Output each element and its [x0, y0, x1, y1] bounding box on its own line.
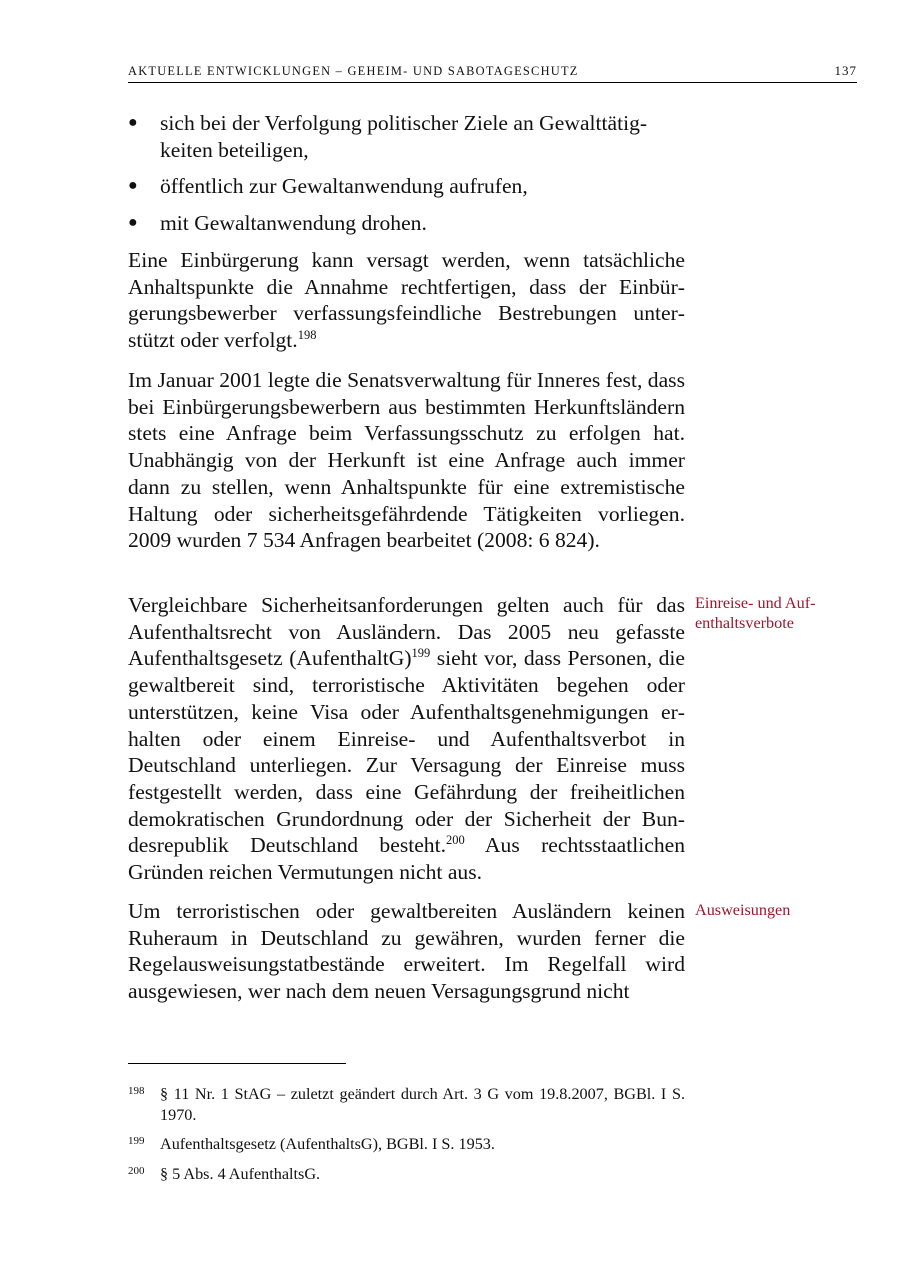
footnote-divider — [128, 1063, 346, 1064]
footnote-200 — [128, 1164, 685, 1185]
list-item-text: öffentlich zur Gewaltanwendung aufrufen, — [160, 174, 528, 199]
bullet-icon: ● — [128, 177, 138, 195]
list-item — [128, 110, 685, 163]
list-item — [128, 210, 685, 237]
paragraph-text: Um terroristischen oder gewaltbereiten Ausländern keinen Ruheraum in Deutschland zu gewähren, wurden ferner die Regelausweisungstatbestände erweitert. Im Regelfall wird ausgewiesen, wer nach dem neuen Versagungsgrund nicht — [128, 899, 685, 1004]
margin-note-ausweisungen: Ausweisungen — [695, 901, 791, 919]
footnote-198 — [128, 1084, 685, 1125]
footnote-text: Aufenthaltsgesetz (AufenthaltsG), BGBl. I S. 1953. — [160, 1135, 495, 1153]
paragraph-aufenthaltsrecht — [128, 592, 685, 886]
footnote-text: § 11 Nr. 1 StAG – zuletzt geändert durch Art. 3 G vom 19.8.2007, BGBl. I S. 1970. — [160, 1085, 685, 1124]
footnote-199 — [128, 1134, 685, 1155]
list-item — [128, 173, 685, 200]
paragraph-text: Eine Einbürgerung kann versagt werden, wenn tatsächliche Anhaltspunkte die Annahme rechtfertigen, dass der Einbürgerungsbewerber verfassungsfeindliche Bestrebungen unterstützt oder verfolgt. — [128, 248, 685, 353]
paragraph-einbuergerung — [128, 247, 685, 354]
page-number: 137 — [834, 63, 857, 78]
header-title: AKTUELLE ENTWICKLUNGEN – GEHEIM- UND SABOTAGESCHUTZ — [128, 64, 579, 78]
footnote-ref-200[interactable]: 200 — [446, 833, 465, 848]
footnote-ref-199[interactable]: 199 — [411, 646, 431, 661]
paragraph-text: Aus rechtsstaatlichen Gründen reichen Vermutungen nicht aus. — [128, 833, 685, 885]
bullet-icon: ● — [128, 214, 138, 232]
margin-note-einreise: Einreise- und Aufenthaltsverbote — [695, 594, 816, 632]
footnote-text: § 5 Abs. 4 AufenthaltsG. — [160, 1165, 321, 1183]
paragraph-text: Vergleichbare Sicherheitsanforderungen gelten auch für das Aufenthaltsrecht von Ausländern. Das 2005 neu gefasste Aufenthaltsgesetz (AufenthaltG) — [128, 593, 685, 671]
paragraph-ausweisungen — [128, 898, 685, 1005]
list-item-text: sich bei der Verfolgung politischer Ziele an Gewalttätigkeiten beteiligen, — [160, 111, 648, 162]
list-item-text: mit Gewaltanwendung drohen. — [160, 211, 427, 236]
footnote-number: 199 — [128, 1135, 145, 1147]
footnote-number: 198 — [128, 1085, 145, 1097]
footnote-number: 200 — [128, 1165, 145, 1177]
footnote-ref-198[interactable]: 198 — [297, 327, 317, 342]
running-header — [128, 63, 857, 83]
bullet-list — [128, 110, 685, 247]
bullet-icon: ● — [128, 114, 138, 131]
paragraph-januar-2001 — [128, 367, 685, 554]
paragraph-text: sieht vor, dass Personen, die gewaltbereit sind, terroristische Aktivitäten begehen oder unterstützen, keine Visa oder Aufenthaltsgenehmigungen erhalten oder einem Einreise- und Aufenthaltsverbot in Deutschland unterliegen. Zur Versagung der Einreise muss festgestellt werden, dass eine Gefährdung der freiheitlichen demokratischen Grundordnung oder der Sicherheit der Bundesrepublik Deutschland besteht. — [128, 646, 685, 858]
paragraph-text: Im Januar 2001 legte die Senatsverwaltung für Inneres fest, dass bei Einbürgerungsbewerbern aus bestimmten Herkunftsländern stets eine Anfrage beim Verfassungsschutz zu erfolgen hat. Unabhängig von der Herkunft ist eine Anfrage auch immer dann zu stellen, wenn Anhaltspunkte für eine extremistische Haltung oder sicherheitsgefährdende Tätigkeiten vorliegen. 2009 wurden 7 534 Anfragen bearbeitet (2008: 6 824). — [128, 368, 685, 553]
